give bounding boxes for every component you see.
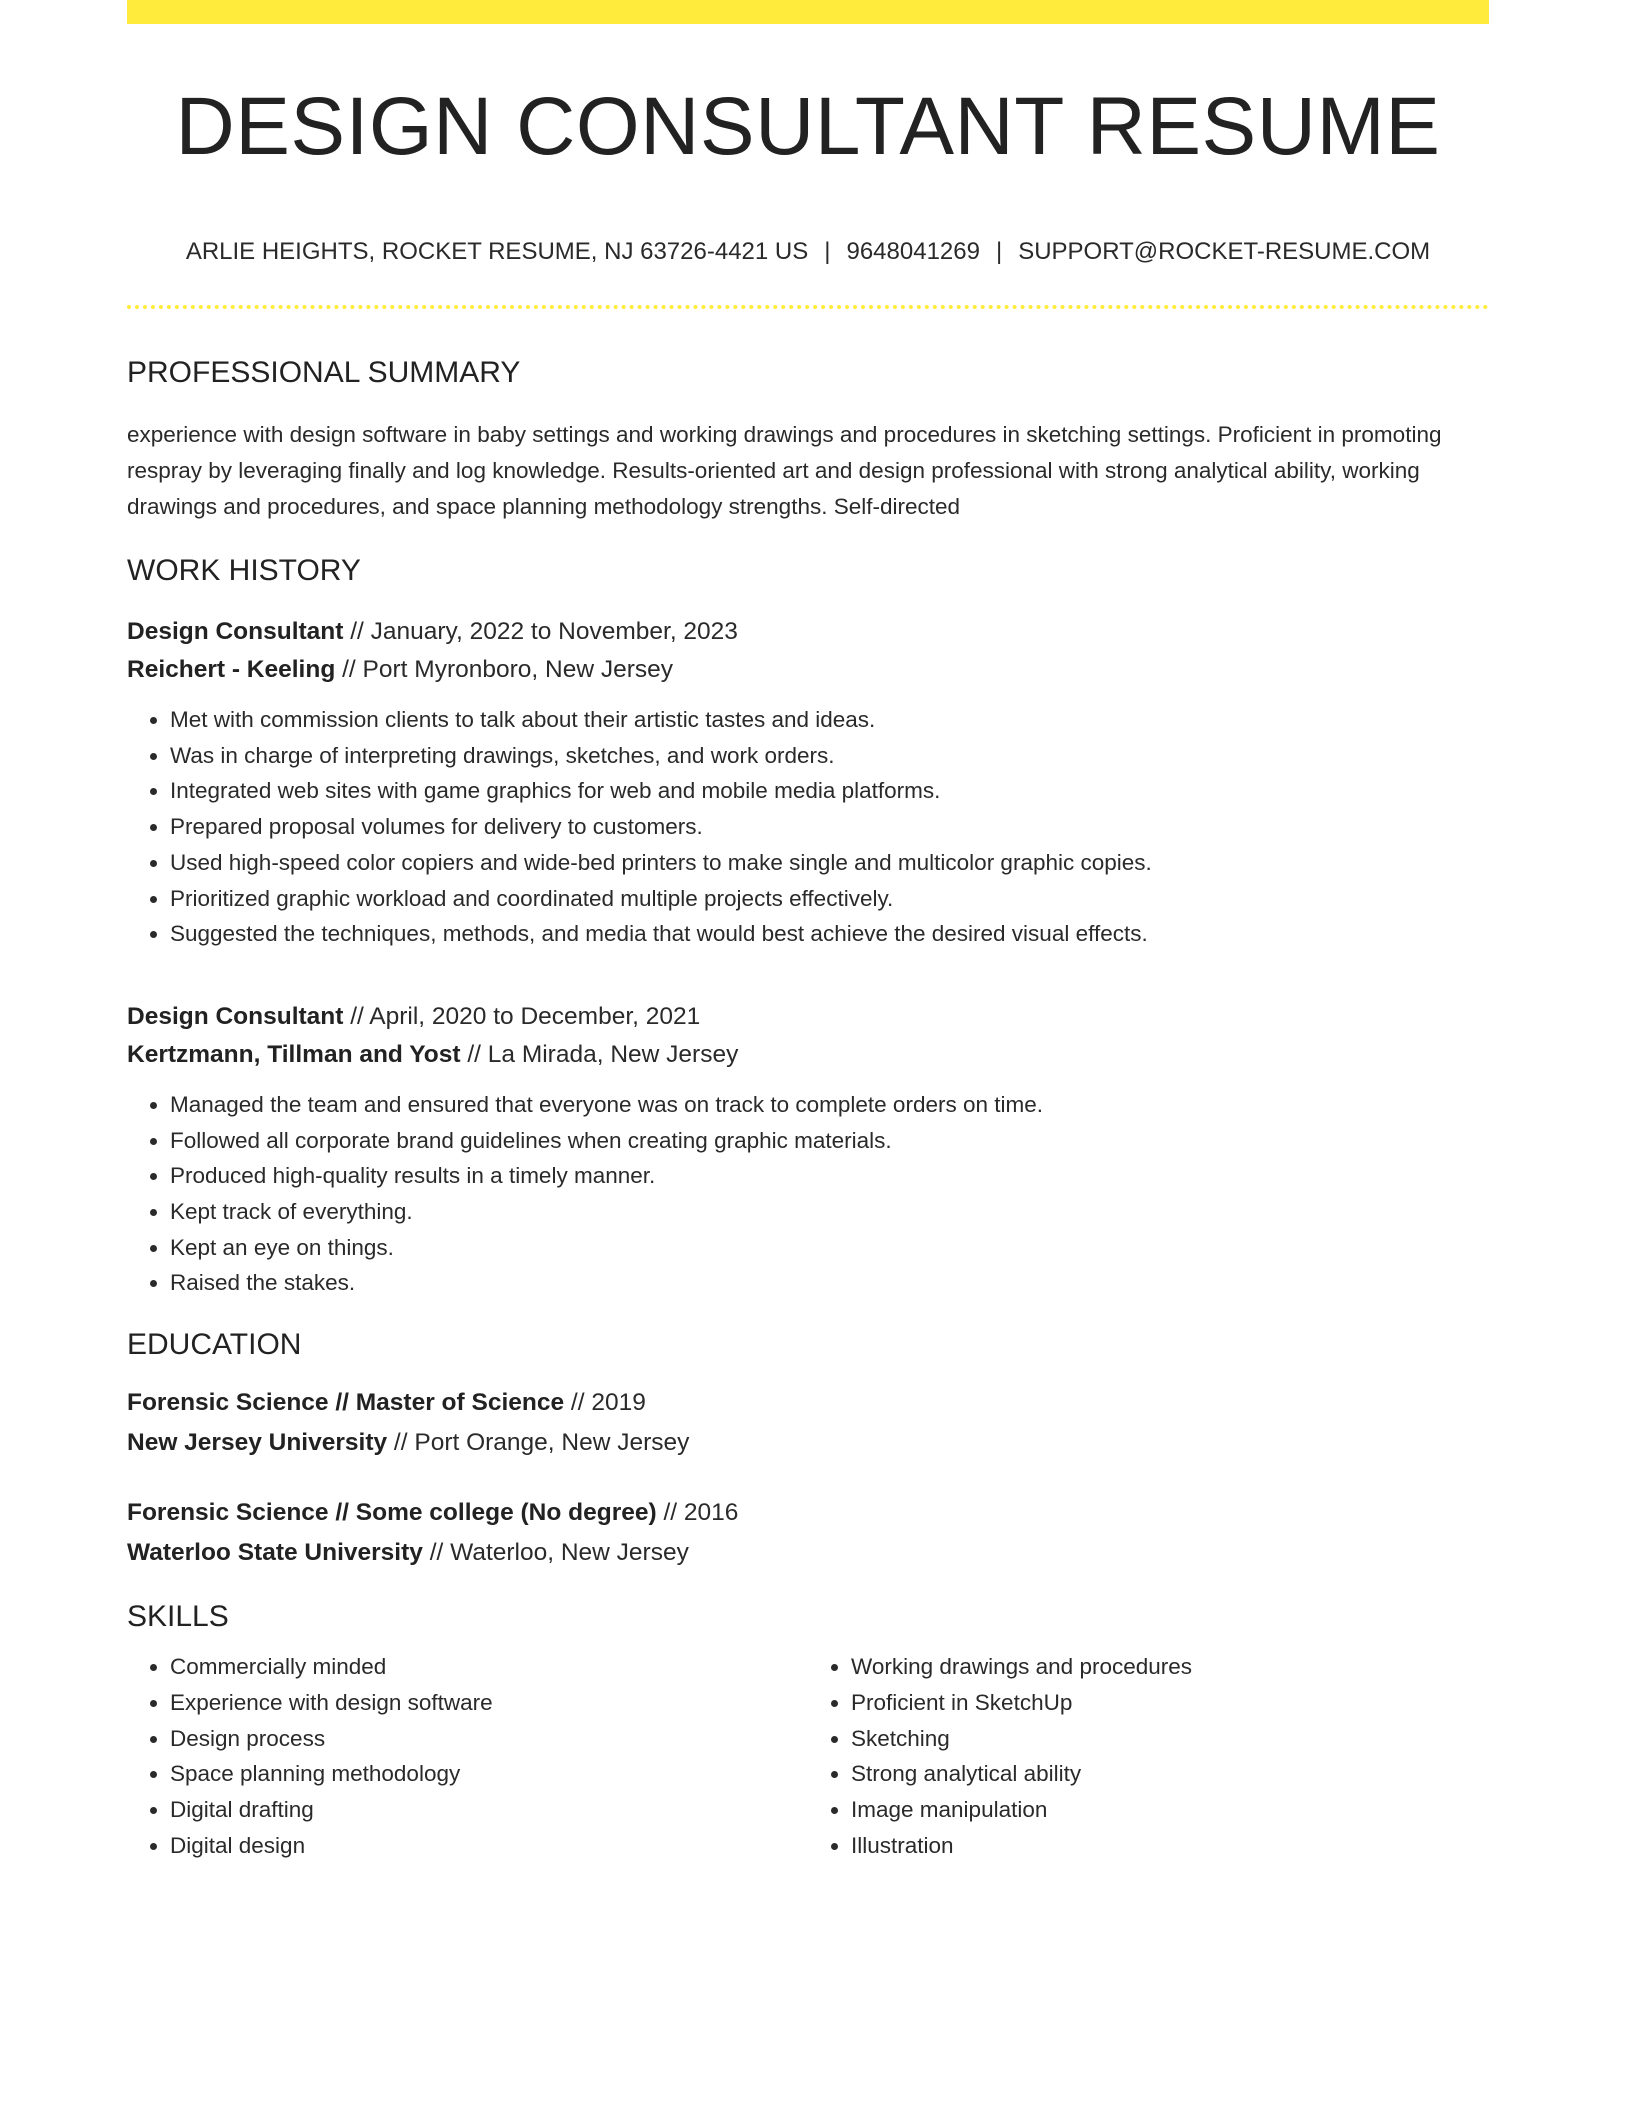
job-entry — [127, 613, 1489, 952]
skill-item: • Commercially minded — [170, 1649, 808, 1685]
list-item: • Was in charge of interpreting drawings, sketches, and work orders. — [170, 738, 1489, 774]
contact-phone: 9648041269 — [846, 238, 980, 266]
school-name: New Jersey University — [127, 1429, 388, 1457]
school-location: // Port Orange, New Jersey — [387, 1429, 690, 1457]
contact-address: ARLIE HEIGHTS, ROCKET RESUME, NJ 63726-4421 US — [185, 238, 809, 266]
skill-item: • Experience with design software — [170, 1685, 808, 1721]
accent-top-bar — [127, 0, 1489, 24]
degree: Forensic Science // Master of Science — [127, 1389, 565, 1417]
list-item: • Prioritized graphic workload and coordinated multiple projects effectively. — [170, 881, 1489, 917]
job-company-line — [127, 1036, 1489, 1074]
skill-item: • Proficient in SketchUp — [851, 1685, 1489, 1721]
contact-separator: | — [824, 238, 831, 266]
list-item: • Managed the team and ensured that everyone was on track to complete orders on time. — [170, 1087, 1489, 1123]
list-item: • Integrated web sites with game graphics for web and mobile media platforms. — [170, 773, 1489, 809]
school-name: Waterloo State University — [127, 1539, 423, 1567]
section-heading: WORK HISTORY — [127, 553, 361, 587]
graduation-year: // 2016 — [656, 1499, 739, 1527]
list-item: • Produced high-quality results in a timely manner. — [170, 1158, 1489, 1194]
dotted-divider — [127, 305, 1489, 309]
job-title: Design Consultant — [127, 617, 344, 645]
job-dates: // January, 2022 to November, 2023 — [343, 617, 738, 645]
skill-item: • Space planning methodology — [170, 1756, 808, 1792]
list-item: • Raised the stakes. — [170, 1265, 1489, 1301]
work-history-section — [127, 553, 1489, 1301]
graduation-year: // 2019 — [564, 1389, 646, 1417]
school-location: // Waterloo, New Jersey — [422, 1539, 689, 1567]
job-company: Kertzmann, Tillman and Yost — [127, 1040, 461, 1068]
job-bullets — [127, 1087, 1489, 1301]
section-heading: PROFESSIONAL SUMMARY — [127, 355, 521, 389]
education-section — [127, 1327, 1489, 1573]
degree-line — [127, 1493, 1489, 1533]
job-title: Design Consultant — [127, 1002, 344, 1030]
list-item: • Used high-speed color copiers and wide-bed printers to make single and multicolor graphic copies. — [170, 845, 1489, 881]
resume-page — [127, 0, 1489, 1863]
job-company: Reichert - Keeling — [127, 655, 336, 683]
skill-item: • Design process — [170, 1721, 808, 1757]
list-item: • Suggested the techniques, methods, and media that would best achieve the desired visual effects. — [170, 916, 1489, 952]
resume-title: DESIGN CONSULTANT RESUME — [175, 81, 1441, 172]
list-item: • Followed all corporate brand guidelines when creating graphic materials. — [170, 1123, 1489, 1159]
degree-line — [127, 1383, 1489, 1423]
job-title-line — [127, 613, 1489, 651]
list-item: • Kept track of everything. — [170, 1194, 1489, 1230]
section-heading: SKILLS — [127, 1600, 229, 1634]
job-dates: // April, 2020 to December, 2021 — [343, 1002, 701, 1030]
job-entry — [127, 998, 1489, 1301]
degree: Forensic Science // Some college (No degree) — [127, 1499, 657, 1527]
skill-item: • Digital drafting — [170, 1792, 808, 1828]
contact-separator: | — [995, 238, 1003, 266]
section-heading: EDUCATION — [127, 1328, 302, 1362]
list-item: • Met with commission clients to talk about their artistic tastes and ideas. — [170, 702, 1489, 738]
skills-section — [127, 1599, 1489, 1863]
job-location: // Port Myronboro, New Jersey — [335, 655, 673, 683]
summary-section — [127, 355, 1489, 525]
skill-item: • Illustration — [851, 1828, 1489, 1864]
skills-columns — [127, 1649, 1489, 1863]
school-line — [127, 1533, 1489, 1573]
skill-item: • Working drawings and procedures — [851, 1649, 1489, 1685]
list-item: • Prepared proposal volumes for delivery to customers. — [170, 809, 1489, 845]
skill-item: • Image manipulation — [851, 1792, 1489, 1828]
skill-item: • Strong analytical ability — [851, 1756, 1489, 1792]
job-location: // La Mirada, New Jersey — [460, 1040, 739, 1068]
education-entry — [127, 1493, 1489, 1573]
job-title-line — [127, 998, 1489, 1036]
skill-item: • Digital design — [170, 1828, 808, 1864]
job-company-line — [127, 651, 1489, 689]
job-bullets — [127, 702, 1489, 952]
education-entry — [127, 1383, 1489, 1463]
contact-email: SUPPORT@ROCKET-RESUME.COM — [1018, 238, 1431, 266]
contact-line — [127, 238, 1489, 267]
skills-list-right — [808, 1649, 1489, 1863]
skills-list-left — [127, 1649, 808, 1863]
summary-text: experience with design software in baby settings and working drawings and procedures in sketching settings. Proficient in promoting respray by leveraging finally and log knowledge. Results-oriented art and design professional with strong analytical ability, working drawings and procedures, and space planning methodology strengths. Self-directed — [127, 421, 1442, 519]
school-line — [127, 1423, 1489, 1463]
list-item: • Kept an eye on things. — [170, 1230, 1489, 1266]
skill-item: • Sketching — [851, 1721, 1489, 1757]
